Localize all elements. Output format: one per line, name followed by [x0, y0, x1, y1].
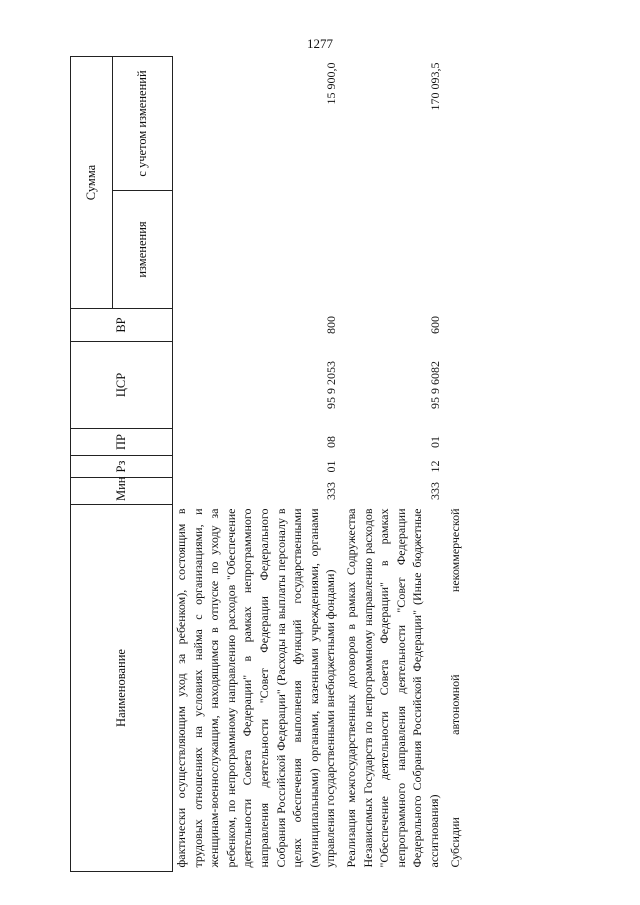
row-vr: 800 [323, 316, 338, 334]
row-min: 333 [427, 482, 442, 500]
header-sum: Сумма [71, 57, 113, 309]
row-csr [443, 342, 464, 429]
row-with-changes: 15 900,0 [323, 62, 338, 105]
row-rz: 12 [427, 460, 442, 473]
row-rz: 01 [323, 460, 338, 473]
row-name: Субсидии автономной некоммерческой [447, 508, 462, 868]
table-row [443, 57, 464, 872]
table-header [71, 57, 173, 872]
header-min: Мин [71, 478, 173, 505]
row-csr: 95 9 2053 [323, 361, 338, 409]
header-with-changes: с учетом изменений [113, 57, 173, 191]
header-changes: изменения [113, 191, 173, 309]
header-vr: ВР [71, 309, 173, 342]
header-rz: Рз [71, 456, 173, 478]
row-with-changes: 170 093,5 [427, 62, 442, 111]
row-csr: 95 9 6082 [427, 361, 442, 409]
row-with-changes [443, 57, 464, 191]
table-row [173, 57, 339, 872]
row-changes [173, 191, 339, 309]
row-name: Реализация межгосударственных договоров в рамках Содружества Независимых Государств по непрограммному направлению расходов "Обеспечение деятельности Совета Федерации" в рамках непрограммного направления деятельности "Совет Федерации Федерального Собрания Российской Федерации" (Иные бюджетные ассигнования) [343, 508, 441, 868]
row-name: фактически осуществляющим уход за ребенком), состоящим в трудовых отношениях на условиях найма с организациями, и женщинам-военнослужащим, находящимся в отпуске по уходу за ребенком, по непрограммному направлению расходов "Обеспечение деятельности Совета Федерации" в рамках непрограммного направления деятельности "Совет Федерации Федерального Собрания Российской Федерации" (Расходы на выплаты персоналу в целях обеспечения выполнения функций государственными (муниципальными) органами, казенными учреждениями, органами управления государственными внебюджетными фондами) [174, 508, 338, 868]
row-min: 333 [323, 482, 338, 500]
table-body [173, 57, 464, 872]
row-min [443, 478, 464, 505]
table-row [339, 57, 443, 872]
row-pr: 01 [427, 436, 442, 448]
header-name: Наименование [71, 505, 173, 872]
header-pr: ПР [71, 429, 173, 456]
budget-table [70, 56, 463, 872]
header-csr: ЦСР [71, 342, 173, 429]
row-changes [339, 191, 443, 309]
row-pr [443, 429, 464, 456]
row-rz [443, 456, 464, 478]
page-number: 1277 [307, 36, 333, 51]
rotated-table-container [70, 57, 580, 872]
row-vr [443, 309, 464, 342]
row-vr: 600 [427, 316, 442, 334]
row-pr: 08 [323, 436, 338, 448]
row-changes [443, 191, 464, 309]
